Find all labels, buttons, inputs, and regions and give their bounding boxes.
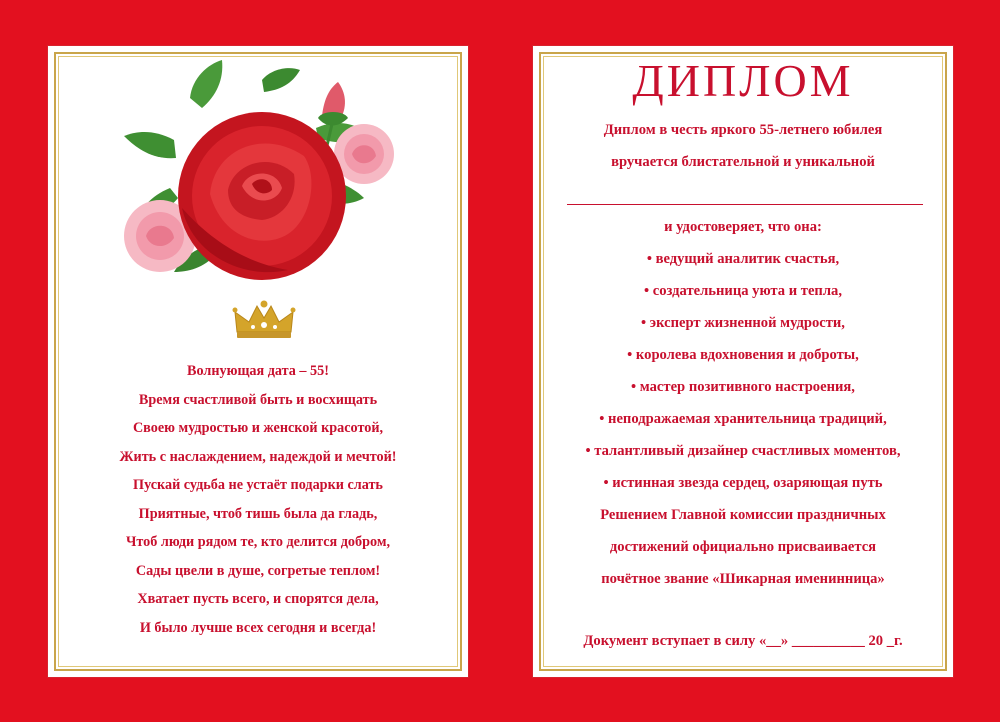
list-item: • создательница уюта и тепла, — [644, 283, 842, 299]
poem-line: Время счастливой быть и восхищать — [138, 391, 378, 408]
decision-line: Решением Главной комиссии праздничных — [600, 507, 886, 523]
list-item: • истинная звезда сердец, озаряющая путь — [603, 475, 883, 491]
list-item: • эксперт жизненной мудрости, — [641, 315, 845, 331]
crown-icon — [231, 298, 297, 342]
list-item: • королева вдохновения и доброты, — [627, 347, 859, 363]
name-blank-line — [567, 204, 923, 205]
poem-line: Сады цвели в душе, согретые теплом! — [135, 562, 381, 579]
poem-line: Пускай судьба не устаёт подарки слать — [133, 477, 383, 493]
diploma-page — [533, 46, 953, 677]
list-item: • мастер позитивного настроения, — [631, 379, 855, 395]
poem-line: Хватает пусть всего, и спорятся дела, — [137, 591, 379, 607]
poem-line: Чтоб люди рядом те, кто делится добром, — [125, 534, 391, 550]
poem — [48, 357, 468, 642]
decision-line: почётное звание «Шикарная именинница» — [601, 571, 885, 587]
intro-line: Диплом в честь яркого 55-летнего юбилея — [603, 122, 883, 138]
intro-line: вручается блистательной и уникальной — [611, 154, 875, 170]
poem-line: Жить с наслаждением, надеждой и мечтой! — [119, 448, 397, 465]
list-item: • талантливый дизайнер счастливых моментов, — [585, 443, 901, 459]
certifies-line: и удостоверяет, что она: — [664, 219, 822, 235]
list-item: • неподражаемая хранительница традиций, — [599, 411, 887, 427]
list-item: • ведущий аналитик счастья, — [646, 251, 840, 267]
poem-line: Своею мудростью и женской красотой, — [132, 420, 384, 436]
effective-date-line: Документ вступает в силу «__» __________ 20 _г. — [583, 633, 903, 649]
poem-line: Приятные, чтоб тишь была да гладь, — [138, 505, 378, 522]
diploma-title: ДИПЛОМ — [632, 55, 854, 106]
poem-line: И было лучше всех сегодня и всегда! — [139, 619, 377, 636]
decision-line: достижений официально присваивается — [609, 539, 877, 555]
rose-bouquet-icon — [112, 58, 412, 294]
poem-page — [48, 46, 468, 677]
poem-line: Волнующая дата – 55! — [187, 363, 329, 379]
